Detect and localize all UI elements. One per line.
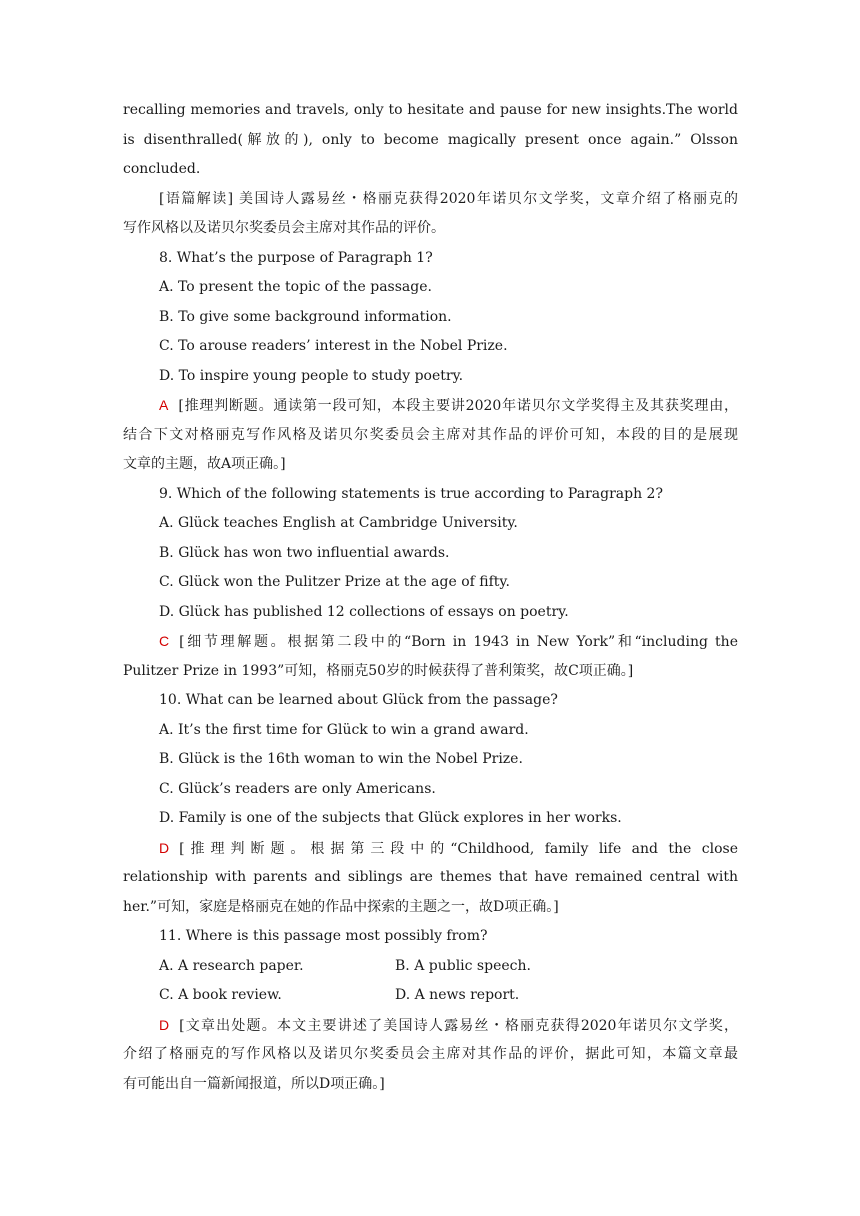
explanation-line: 文章的主题，故A项正确。] <box>123 456 286 472</box>
option: D. Glück has published 12 collections of essays on poetry. <box>159 603 569 620</box>
option: D. Family is one of the subjects that Glück explores in her works. <box>159 810 622 826</box>
explanation-line: 有可能出自一篇新闻报道，所以D项正确。] <box>123 1075 385 1092</box>
explanation-text: [细节理解题。根据第二段中的“Born in 1943 in New York”和“including the <box>179 634 738 650</box>
passage-line: concluded. <box>123 161 201 177</box>
explanation-line: relationship with parents and siblings are themes that have remained central with <box>123 869 738 885</box>
interpretation-line: 写作风格以及诺贝尔奖委员会主席对其作品的评价。 <box>123 220 445 236</box>
option: D. A news report. <box>395 987 520 1003</box>
explanation-line <box>123 834 738 864</box>
option: A. A research paper. <box>159 957 304 974</box>
explanation-line: 介绍了格丽克的写作风格以及诺贝尔奖委员会主席对其作品的评价，据此可知，本篇文章最 <box>123 1046 738 1062</box>
explanation-line: 结合下文对格丽克写作风格及诺贝尔奖委员会主席对其作品的评价可知，本段的目的是展现 <box>123 426 738 443</box>
option: A. It’s the first time for Glück to win a grand award. <box>159 721 529 738</box>
option: C. To arouse readers’ interest in the Nobel Prize. <box>159 338 508 354</box>
explanation-text: [推理判断题。根据第三段中的“Childhood, family life and the close <box>179 840 738 857</box>
explanation-line: Pulitzer Prize in 1993”可知，格丽克50岁的时候获得了普利策奖，故C项正确。] <box>123 662 634 679</box>
option: C. Glück’s readers are only Americans. <box>159 780 436 797</box>
option: B. A public speech. <box>395 957 531 974</box>
option: A. To present the topic of the passage. <box>159 279 432 295</box>
document-page <box>123 96 738 1099</box>
answer-letter: A <box>159 397 169 413</box>
explanation-line <box>123 1011 738 1041</box>
question-8: 8. What’s the purpose of Paragraph 1? <box>159 249 433 266</box>
explanation-text: [推理判断题。通读第一段可知，本段主要讲2020年诺贝尔文学奖得主及其获奖理由， <box>178 398 738 414</box>
option: B. Glück has won two influential awards. <box>159 544 450 561</box>
explanation-text: [文章出处题。本文主要讲述了美国诗人露易丝・格丽克获得2020年诺贝尔文学奖， <box>179 1017 738 1034</box>
option-row <box>123 952 738 982</box>
passage-line: is disenthralled(解放的), only to become magically present once again.” Olsson <box>123 131 738 148</box>
explanation-line <box>123 391 738 421</box>
option: D. To inspire young people to study poetry. <box>159 367 464 384</box>
option: B. Glück is the 16th woman to win the Nobel Prize. <box>159 751 523 767</box>
question-10: 10. What can be learned about Glück from the passage? <box>159 692 558 708</box>
interpretation-line: [语篇解读] 美国诗人露易丝・格丽克获得2020年诺贝尔文学奖，文章介绍了格丽克的 <box>159 190 738 207</box>
option: B. To give some background information. <box>159 308 452 325</box>
option: C. Glück won the Pulitzer Prize at the age of fifty. <box>159 574 510 590</box>
question-9: 9. Which of the following statements is true according to Paragraph 2? <box>159 485 663 502</box>
passage-line: recalling memories and travels, only to hesitate and pause for new insights.The world <box>123 102 738 118</box>
option-row <box>123 981 738 1011</box>
answer-letter: D <box>159 1016 170 1033</box>
answer-letter: D <box>159 839 170 856</box>
answer-letter: C <box>159 633 170 649</box>
explanation-line <box>123 627 738 657</box>
option: A. Glück teaches English at Cambridge University. <box>159 515 518 531</box>
option: C. A book review. <box>159 987 282 1003</box>
explanation-line: her.”可知，家庭是格丽克在她的作品中探索的主题之一，故D项正确。] <box>123 898 559 915</box>
question-11: 11. Where is this passage most possibly from? <box>159 928 488 944</box>
